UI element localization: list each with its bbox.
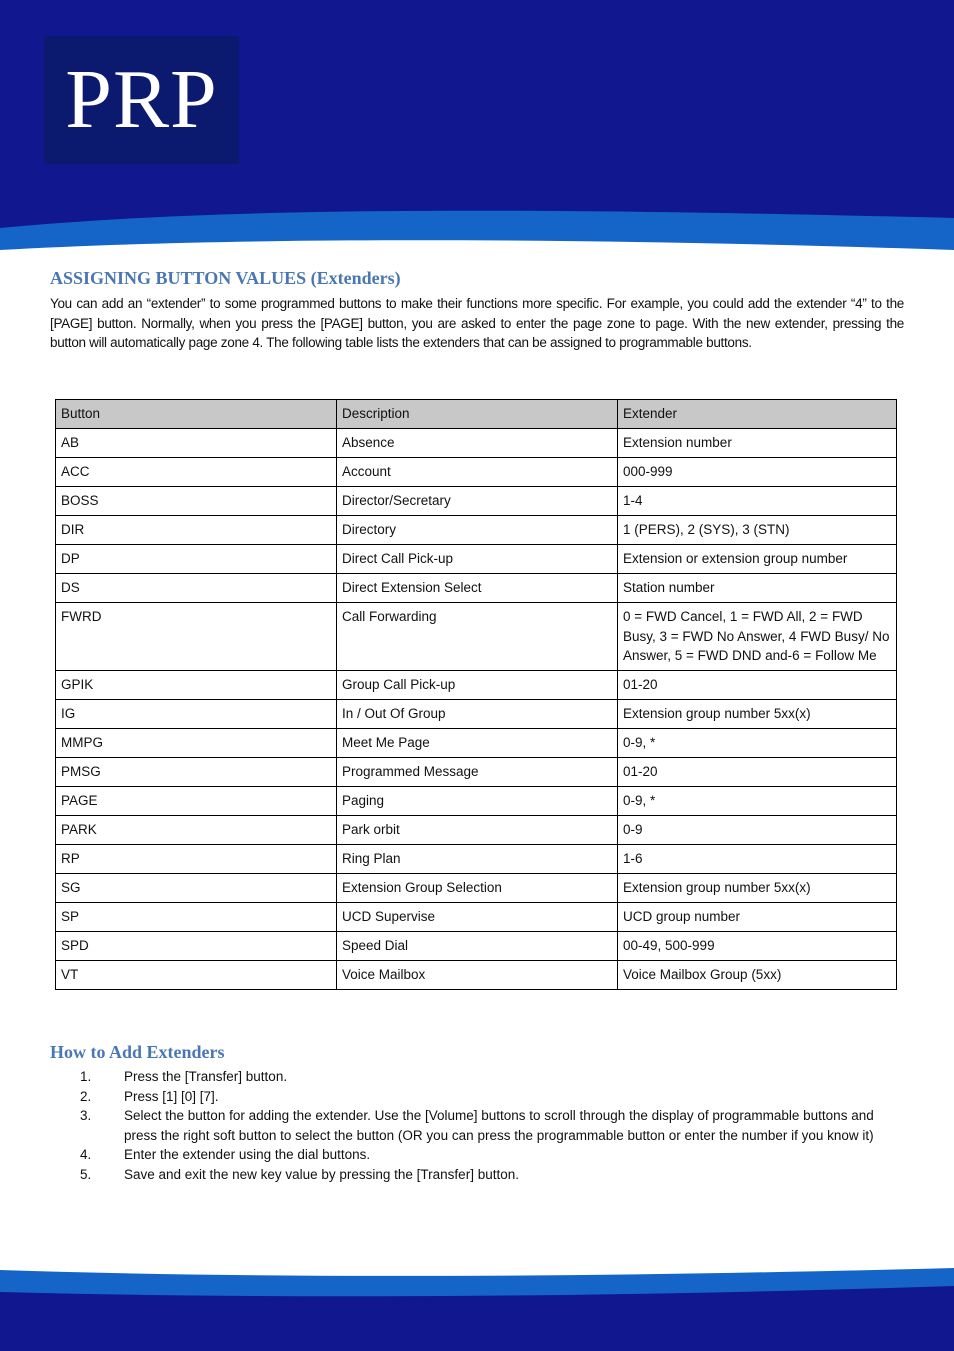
footer-banner xyxy=(0,1262,954,1351)
cell-extender: 1-6 xyxy=(618,844,897,873)
cell-extender: 0-9, * xyxy=(618,786,897,815)
table-row xyxy=(56,728,897,757)
step-number: 5. xyxy=(80,1166,92,1182)
table-row xyxy=(56,603,897,671)
cell-button: SP xyxy=(56,902,337,931)
cell-button: BOSS xyxy=(56,487,337,516)
step-text: Enter the extender using the dial buttons. xyxy=(124,1147,371,1162)
cell-button: VT xyxy=(56,960,337,989)
cell-extender: 00-49, 500-999 xyxy=(618,931,897,960)
step-text: Select the button for adding the extender. Use the [Volume] buttons to scroll through the display of programmable buttons and press the right soft button to select the button (OR you can press the programmable button or enter the number if you know it) xyxy=(124,1108,874,1143)
cell-button: SPD xyxy=(56,931,337,960)
cell-description: Paging xyxy=(337,786,618,815)
step-number: 2. xyxy=(80,1088,92,1104)
cell-extender: 0 = FWD Cancel, 1 = FWD All, 2 = FWD Busy, 3 = FWD No Answer, 4 FWD Busy/ No Answer, 5 = FWD DND and-6 = Follow Me xyxy=(618,603,897,671)
cell-button: MMPG xyxy=(56,728,337,757)
cell-button: PAGE xyxy=(56,786,337,815)
list-item xyxy=(50,1067,900,1087)
cell-button: DP xyxy=(56,545,337,574)
section-title-assigning-button-values: ASSIGNING BUTTON VALUES (Extenders) xyxy=(50,268,401,288)
cell-extender: 01-20 xyxy=(618,670,897,699)
table-row xyxy=(56,545,897,574)
cell-description: Directory xyxy=(337,516,618,545)
table-row xyxy=(56,931,897,960)
table-row xyxy=(56,844,897,873)
cell-button: DS xyxy=(56,574,337,603)
table-header-row xyxy=(56,400,897,429)
table-row xyxy=(56,960,897,989)
cell-description: In / Out Of Group xyxy=(337,699,618,728)
cell-button: RP xyxy=(56,844,337,873)
column-header-description: Description xyxy=(337,400,618,429)
cell-extender: Extension group number 5xx(x) xyxy=(618,873,897,902)
cell-description: Call Forwarding xyxy=(337,603,618,671)
cell-description: Voice Mailbox xyxy=(337,960,618,989)
list-item xyxy=(50,1106,900,1145)
intro-paragraph: You can add an “extender” to some programmed buttons to make their functions more specific. For example, you could add the extender “4” to the [PAGE] button. Normally, when you press the [PAGE] button, you are asked to enter the page zone to page. With the new extender, pressing the button will automatically page zone 4. The following table lists the extenders that can be assigned to programmable buttons. xyxy=(50,296,904,350)
cell-extender: Extension or extension group number xyxy=(618,545,897,574)
cell-description: Extension Group Selection xyxy=(337,873,618,902)
cell-extender: Extension number xyxy=(618,429,897,458)
cell-extender: 1 (PERS), 2 (SYS), 3 (STN) xyxy=(618,516,897,545)
list-item xyxy=(50,1145,900,1165)
cell-description: UCD Supervise xyxy=(337,902,618,931)
cell-button: PARK xyxy=(56,815,337,844)
cell-button: IG xyxy=(56,699,337,728)
step-number: 3. xyxy=(80,1108,92,1123)
cell-extender: UCD group number xyxy=(618,902,897,931)
cell-description: Direct Extension Select xyxy=(337,574,618,603)
cell-extender: 1-4 xyxy=(618,487,897,516)
table-row xyxy=(56,873,897,902)
cell-extender: Voice Mailbox Group (5xx) xyxy=(618,960,897,989)
cell-description: Group Call Pick-up xyxy=(337,670,618,699)
step-text: Press the [Transfer] button. xyxy=(124,1069,288,1084)
cell-description: Park orbit xyxy=(337,815,618,844)
cell-description: Account xyxy=(337,458,618,487)
cell-extender: 0-9 xyxy=(618,815,897,844)
cell-description: Direct Call Pick-up xyxy=(337,545,618,574)
cell-button: AB xyxy=(56,429,337,458)
extenders-table xyxy=(55,399,897,990)
cell-button: ACC xyxy=(56,458,337,487)
table-row xyxy=(56,487,897,516)
section-title-how-to-add-extenders: How to Add Extenders xyxy=(50,1042,225,1062)
step-number: 1. xyxy=(80,1069,92,1084)
cell-extender: 000-999 xyxy=(618,458,897,487)
list-item xyxy=(50,1165,900,1185)
cell-description: Ring Plan xyxy=(337,844,618,873)
table-body xyxy=(56,429,897,990)
cell-description: Speed Dial xyxy=(337,931,618,960)
table-row xyxy=(56,815,897,844)
cell-button: SG xyxy=(56,873,337,902)
step-number: 4. xyxy=(80,1147,92,1162)
table-row xyxy=(56,670,897,699)
prp-logo: PRP xyxy=(44,36,239,164)
cell-button: GPIK xyxy=(56,670,337,699)
step-text: Press [1] [0] [7]. xyxy=(124,1088,219,1104)
cell-button: PMSG xyxy=(56,757,337,786)
table-row xyxy=(56,757,897,786)
cell-description: Programmed Message xyxy=(337,757,618,786)
column-header-extender: Extender xyxy=(618,400,897,429)
table-row xyxy=(56,902,897,931)
table-row xyxy=(56,458,897,487)
cell-extender: Extension group number 5xx(x) xyxy=(618,699,897,728)
cell-button: FWRD xyxy=(56,603,337,671)
cell-extender: Station number xyxy=(618,574,897,603)
table-row xyxy=(56,429,897,458)
steps-list xyxy=(50,1067,900,1184)
column-header-button: Button xyxy=(56,400,337,429)
table-row xyxy=(56,516,897,545)
table-row xyxy=(56,699,897,728)
table-row xyxy=(56,574,897,603)
cell-extender: 01-20 xyxy=(618,757,897,786)
cell-button: DIR xyxy=(56,516,337,545)
step-text: Save and exit the new key value by pressing the [Transfer] button. xyxy=(124,1166,519,1182)
cell-description: Absence xyxy=(337,429,618,458)
table-row xyxy=(56,786,897,815)
cell-description: Director/Secretary xyxy=(337,487,618,516)
cell-description: Meet Me Page xyxy=(337,728,618,757)
cell-extender: 0-9, * xyxy=(618,728,897,757)
list-item xyxy=(50,1087,900,1107)
